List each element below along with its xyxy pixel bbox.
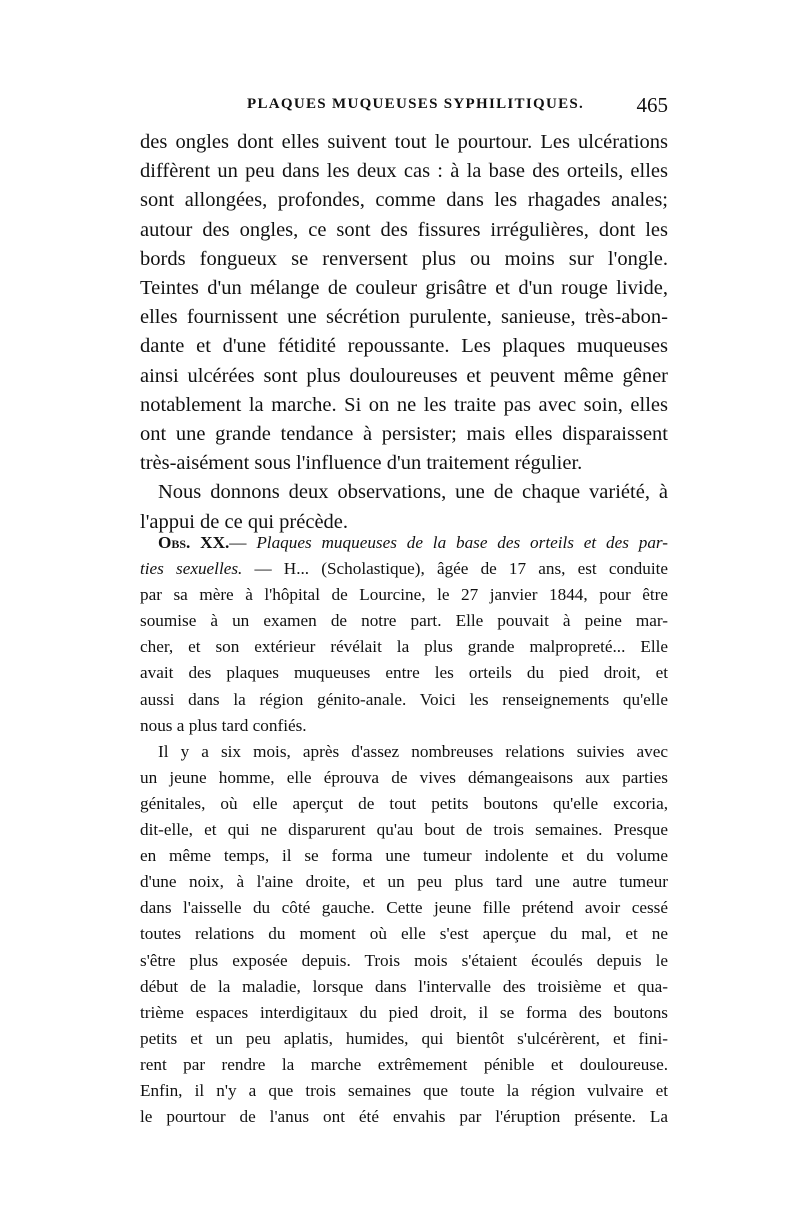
text-line: bords fongueux se renversent plus ou moins sur l'ongle. <box>140 247 668 270</box>
text-line: elles fournissent une sécrétion purulente, sanieuse, très-abon- <box>140 306 668 329</box>
text-line: aussi dans la région génito-anale. Voici les renseignements qu'elle <box>140 689 668 709</box>
text-line: soumise à un examen de notre part. Elle pouvait à peine mar- <box>140 611 668 631</box>
observation-intro: — H... (Scholastique), âgée de 17 ans, est conduite <box>254 559 669 579</box>
text-line: petits et un peu aplatis, humides, qui bientôt s'ulcérèrent, et fini- <box>140 1028 668 1048</box>
text-line: toutes relations du moment où elle s'est aperçue du mal, et ne <box>140 924 668 944</box>
observation-title: Plaques muqueuses de la base des orteils et des par- <box>256 533 668 552</box>
text-line: avait des plaques muqueuses entre les orteils du pied droit, et <box>140 663 668 683</box>
running-title: PLAQUES MUQUEUSES SYPHILITIQUES. <box>247 96 585 112</box>
text-line: Enfin, il n'y a que trois semaines que toute la région vulvaire et <box>140 1080 668 1100</box>
text-line: rent par rendre la marche extrêmement pénible et douloureuse. <box>140 1054 668 1074</box>
observation-title-continued: ties sexuelles. <box>140 559 243 579</box>
main-paragraphs <box>140 128 668 537</box>
text-line: autour des ongles, ce sont des fissures irrégulières, dont les <box>140 218 668 241</box>
text-line: début de la maladie, lorsque dans l'intervalle des troisième et qua- <box>140 976 668 996</box>
page-number: 465 <box>636 93 668 117</box>
text-line: Nous donnons deux observations, une de chaque variété, à <box>158 481 668 504</box>
observation-heading-line <box>140 530 668 556</box>
text-line: en même temps, il se forma une tumeur indolente et du volume <box>140 846 668 866</box>
text-line: trième espaces interdigitaux du pied droit, il se forma des boutons <box>140 1002 668 1022</box>
text-line: s'être plus exposée depuis. Trois mois s'étaient écoulés depuis le <box>140 950 668 970</box>
text-line: dante et d'une fétidité repoussante. Les plaques muqueuses <box>140 335 668 358</box>
text-line: l'appui de ce qui précède. <box>140 510 349 533</box>
text-line: dit-elle, et qui ne disparurent qu'au bout de trois semaines. Presque <box>140 820 668 840</box>
text-line: le pourtour de l'anus ont été envahis par l'éruption présente. La <box>140 1107 668 1127</box>
text-line: dans l'aisselle du côté gauche. Cette jeune fille prétend avoir cessé <box>140 898 668 918</box>
text-line: des ongles dont elles suivent tout le pourtour. Les ulcérations <box>140 131 668 153</box>
text-line: nous a plus tard confiés. <box>140 715 307 735</box>
observation-heading-line <box>140 556 668 582</box>
text-line: Il y a six mois, après d'assez nombreuses relations suivies avec <box>158 741 668 761</box>
text-line: d'une noix, à l'aine droite, et un peu plus tard une autre tumeur <box>140 872 668 892</box>
text-line: notablement la marche. Si on ne les traite pas avec soin, elles <box>140 393 668 416</box>
text-line: ainsi ulcérées sont plus douloureuses et peuvent même gêner <box>140 364 668 387</box>
page-header <box>140 93 668 122</box>
observation-section <box>140 530 668 1130</box>
observation-dash: — <box>229 533 247 552</box>
observation-label: Obs. XX. <box>158 533 230 552</box>
text-line: par sa mère à l'hôpital de Lourcine, le 27 janvier 1844, pour être <box>140 585 668 605</box>
text-line: ont une grande tendance à persister; mais elles disparaissent <box>140 423 668 446</box>
text-line: cher, et son extérieur révélait la plus grande malpropreté... Elle <box>140 637 668 657</box>
text-line: un jeune homme, elle éprouva de vives démangeaisons aux parties <box>140 767 668 787</box>
text-line: très-aisément sous l'influence d'un traitement régulier. <box>140 452 583 475</box>
text-line: diffèrent un peu dans les deux cas : à la base des orteils, elles <box>140 160 668 183</box>
text-line: Teintes d'un mélange de couleur grisâtre et d'un rouge livide, <box>140 277 668 300</box>
text-line: génitales, où elle aperçut de tout petits boutons qu'elle excoria, <box>140 793 668 813</box>
text-line: sont allongées, profondes, comme dans les rhagades anales; <box>140 189 668 212</box>
